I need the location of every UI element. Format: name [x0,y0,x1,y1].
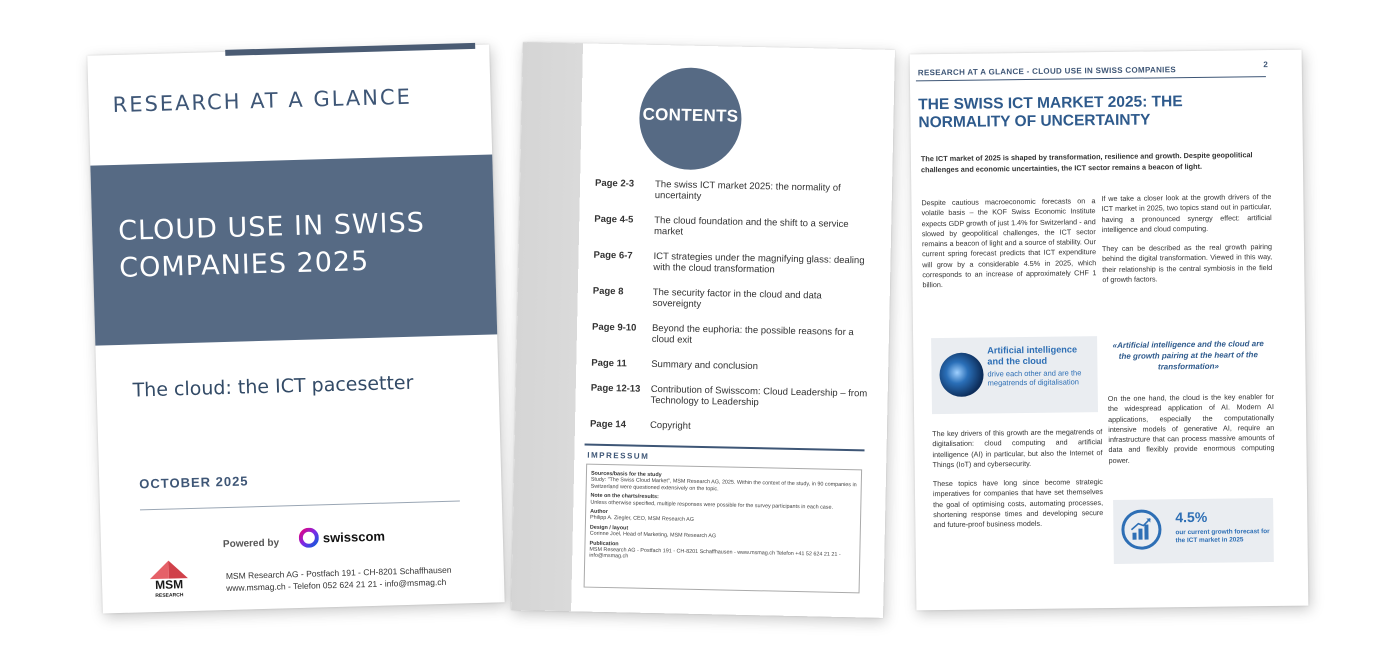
impressum-label: Publication [589,540,619,547]
cover-series-title: RESEARCH AT A GLANCE [112,84,413,118]
toc-page: Page 2-3 [594,177,635,190]
ai-box-text: drive each other and are the megatrends of digitalisation [987,368,1082,388]
impressum-label: Design / layout [589,524,629,532]
article-lead: The ICT market of 2025 is shaped by transformation, resilience and growth. Despite geopolitical challenges and economic uncertainties, the ICT sector remains a beacon of light. [920,150,1253,174]
toc-entry[interactable] [591,358,871,375]
toc-entry[interactable] [592,322,872,350]
column-left-top [921,196,1096,300]
cover-address-line2: www.msmag.ch - Telefon 052 624 21 21 - info@msmag.ch [226,576,447,594]
table-of-contents [590,178,876,450]
toc-text: The swiss ICT market 2025: the normality of uncertainty [654,178,841,202]
toc-page: Page 12-13 [590,382,641,395]
column-left-bottom [932,427,1103,540]
toc-entry[interactable] [592,286,872,314]
impressum-title: IMPRESSUM [587,450,650,461]
cover-page [87,44,504,613]
page-number: 2 [1263,60,1268,70]
network-globe-icon [939,353,984,398]
impressum-text: Philipp A. Ziegler, CEO, MSM Research AG [589,515,695,524]
toc-page: Page 14 [589,418,627,431]
impressum-label: Author [590,508,608,516]
contents-badge [638,67,742,171]
article-title: THE SWISS ICT MARKET 2025: THE NORMALITY OF UNCERTAINTY [918,93,1183,132]
growth-chart-icon [1121,509,1161,549]
toc-page: Page 4-5 [594,213,634,226]
toc-page: Page 11 [591,357,627,370]
cover-date: OCTOBER 2025 [139,473,249,492]
swisscom-logo-icon [299,527,320,548]
toc-text: ICT strategies under the magnifying glass: dealing with the cloud transformation [653,250,865,276]
impressum-text: Corinne Joel, Head of Marketing, MSM Research AG [589,530,717,540]
paragraph: The key drivers of this growth are the megatrends of digitalisation: cloud computing and artificial intelligence (AI) in particular, but also the Internet of Things (IoT) and cybersecurity. [932,427,1103,470]
cover-title-band [90,154,497,345]
impressum-label: Sources/basis for the study [590,470,662,479]
cover-address-line1: MSM Research AG - Postfach 191 - CH-8201 Schaffhausen [225,564,452,582]
contents-heading: CONTENTS [642,104,739,126]
toc-entry[interactable] [590,383,870,411]
impressum-text: MSM Research AG - Postfach 191 - CH-8201 Schaffhausen - www.msmag.ch Telefon +41 52 624 21 21 - info@msmag.ch [589,546,841,560]
toc-text: Contribution of Swisscom: Cloud Leadership – from Technology to Leadership [650,383,868,409]
svg-text:MSM: MSM [154,577,184,593]
toc-page: Page 9-10 [591,321,637,334]
toc-page: Page 8 [592,285,624,298]
growth-forecast-box [1113,498,1274,564]
growth-value: 4.5% [1175,508,1208,526]
toc-text: The cloud foundation and the shift to a service market [653,214,849,238]
swisscom-logo-text: swisscom [322,528,386,545]
paragraph: If we take a closer look at the growth drivers of the ICT market in 2025, two topics stand out in particular, having a pronounced synergy effect: artificial intelligence and cloud computing. [1101,192,1272,234]
impressum-text: Unless otherwise specified, multiple responses were possible for the survey participants in each case. [590,499,834,511]
column-right-top [1101,192,1272,294]
toc-entry[interactable] [593,250,873,278]
paragraph: Despite cautious macroeconomic forecasts on a volatile basis – the KOF Swiss Economic Institute expects GDP growth of just 1.4% for Switzerland - and slowed by geopolitical challenges, the ICT sector remains a beacon of light and a source of stability. Our current spring forecast predicts that ICT expenditure will grow by a considerable 4.5% in 2025, which corresponds to an increase of approximately CHF 1 billion. [921,196,1097,290]
column-right-bottom [1108,392,1275,475]
header-divider [916,76,1266,81]
cover-title: CLOUD USE IN SWISS COMPANIES 2025 [117,207,426,284]
swisscom-logo [299,526,386,548]
article-page [910,50,1309,611]
paragraph: These topics have long since become strategic imperatives for companies that have set themselves the goal of optimising costs, automating processes, shortening response times and developing secure and future-proof business models. [932,477,1104,530]
running-header: RESEARCH AT A GLANCE - CLOUD USE IN SWISS COMPANIES [917,65,1177,78]
cover-subtitle: The cloud: the ICT pacesetter [132,371,414,402]
ai-box-title: Artificial intelligence and the cloud [987,344,1078,367]
powered-by-label: Powered by [222,537,280,551]
growth-caption: our current growth forecast for the ICT market in 2025 [1175,528,1270,545]
svg-text:RESEARCH: RESEARCH [155,592,184,600]
impressum-text: Study: "The Swiss Cloud Market", MSM Research AG, 2025. Within the context of the study, in 90 companies in Switzerland were questioned extensively on the topic. [590,477,857,493]
toc-entry[interactable] [594,214,874,242]
pull-quote: «Artificial intelligence and the cloud are the growth pairing at the heart of the transformation» [1112,339,1264,372]
toc-page: Page 6-7 [593,249,633,262]
cover-divider [140,500,460,510]
impressum-label: Note on the charts/results: [590,492,659,501]
ai-highlight-box [931,336,1098,414]
paragraph: On the one hand, the cloud is the key enabler for the widespread application of AI. Modern AI applications, especially the computationally intensive models of generative AI, require an infrastructure that can process massive amounts of data and flexibly provide enormous computing power. [1107,391,1275,465]
msm-research-logo [147,558,190,599]
contents-page [511,42,895,618]
paragraph: They can be described as the real growth pairing behind the digital transformation. Viewed in this way, their relationship is the central symbiosis in the field of growth factors. [1101,242,1273,285]
toc-text: The security factor in the cloud and data sovereignty [652,286,822,310]
cover-address [226,564,452,594]
toc-text: Copyright [649,419,691,432]
toc-text: Summary and conclusion [651,358,759,373]
cover-top-bar [225,43,475,56]
toc-text: Beyond the euphoria: the possible reasons for a cloud exit [651,322,854,346]
toc-entry[interactable] [590,419,870,436]
impressum-box [584,464,863,594]
toc-entry[interactable] [595,178,875,206]
